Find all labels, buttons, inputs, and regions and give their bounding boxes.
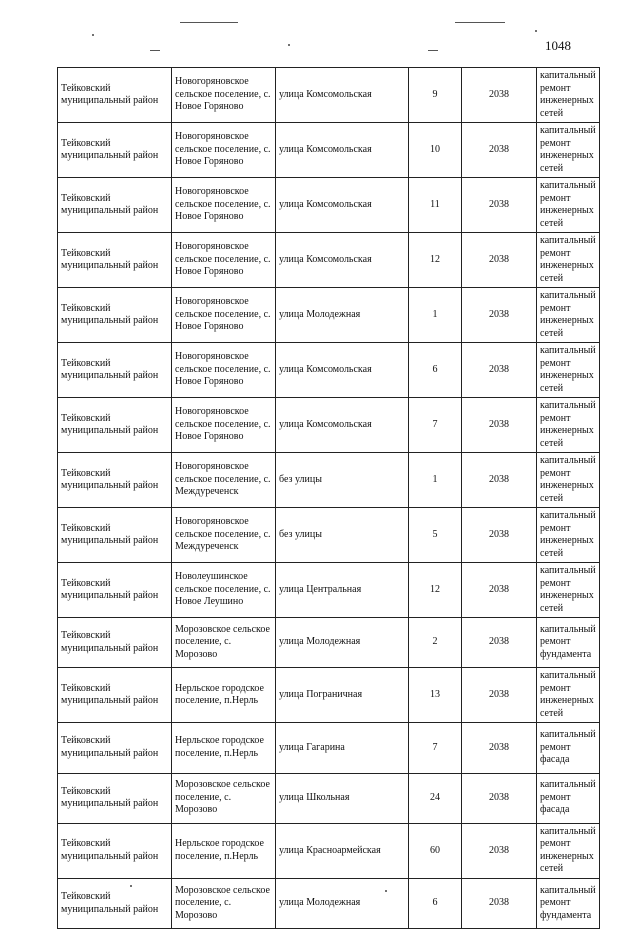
- table-body: [58, 68, 600, 929]
- table-row: [58, 123, 600, 178]
- table-row: [58, 233, 600, 288]
- year-cell: 2038: [462, 178, 537, 233]
- house-number-cell: 5: [409, 508, 462, 563]
- work-type-cell: капитальный ремонт инженерных сетей: [537, 123, 600, 178]
- table-row: [58, 773, 600, 823]
- street-cell: улица Пограничная: [276, 668, 409, 723]
- scan-artifact-dot: [288, 44, 290, 46]
- scan-artifact-line: [428, 50, 438, 51]
- housing-repair-table: [57, 67, 600, 929]
- year-cell: 2038: [462, 288, 537, 343]
- page-number: 1048: [545, 38, 571, 53]
- work-type-cell: капитальный ремонт фасада: [537, 773, 600, 823]
- district-cell: Тейковский муниципальный район: [58, 823, 172, 878]
- house-number-cell: 12: [409, 233, 462, 288]
- work-type-cell: капитальный ремонт фундамента: [537, 878, 600, 928]
- year-cell: 2038: [462, 398, 537, 453]
- table-row: [58, 68, 600, 123]
- district-cell: Тейковский муниципальный район: [58, 508, 172, 563]
- work-type-cell: капитальный ремонт инженерных сетей: [537, 68, 600, 123]
- street-cell: без улицы: [276, 453, 409, 508]
- work-type-cell: капитальный ремонт инженерных сетей: [537, 178, 600, 233]
- district-cell: Тейковский муниципальный район: [58, 453, 172, 508]
- work-type-cell: капитальный ремонт инженерных сетей: [537, 288, 600, 343]
- settlement-cell: Новогоряновское сельское поселение, с. Междуреченск: [172, 453, 276, 508]
- house-number-cell: 24: [409, 773, 462, 823]
- settlement-cell: Новогоряновское сельское поселение, с. Новое Горяново: [172, 398, 276, 453]
- district-cell: Тейковский муниципальный район: [58, 878, 172, 928]
- street-cell: улица Гагарина: [276, 723, 409, 773]
- street-cell: улица Комсомольская: [276, 178, 409, 233]
- work-type-cell: капитальный ремонт фундамента: [537, 618, 600, 668]
- street-cell: улица Комсомольская: [276, 343, 409, 398]
- year-cell: 2038: [462, 773, 537, 823]
- district-cell: Тейковский муниципальный район: [58, 668, 172, 723]
- scan-artifact-line: [455, 22, 505, 23]
- house-number-cell: 7: [409, 723, 462, 773]
- house-number-cell: 1: [409, 288, 462, 343]
- settlement-cell: Новогоряновское сельское поселение, с. Новое Горяново: [172, 123, 276, 178]
- district-cell: Тейковский муниципальный район: [58, 398, 172, 453]
- district-cell: Тейковский муниципальный район: [58, 723, 172, 773]
- year-cell: 2038: [462, 618, 537, 668]
- year-cell: 2038: [462, 508, 537, 563]
- district-cell: Тейковский муниципальный район: [58, 288, 172, 343]
- settlement-cell: Нерльское городское поселение, п.Нерль: [172, 823, 276, 878]
- year-cell: 2038: [462, 823, 537, 878]
- work-type-cell: капитальный ремонт инженерных сетей: [537, 563, 600, 618]
- street-cell: улица Комсомольская: [276, 233, 409, 288]
- table-row: [58, 723, 600, 773]
- work-type-cell: капитальный ремонт инженерных сетей: [537, 233, 600, 288]
- district-cell: Тейковский муниципальный район: [58, 68, 172, 123]
- district-cell: Тейковский муниципальный район: [58, 123, 172, 178]
- house-number-cell: 6: [409, 878, 462, 928]
- settlement-cell: Нерльское городское поселение, п.Нерль: [172, 723, 276, 773]
- house-number-cell: 1: [409, 453, 462, 508]
- scan-artifact-line: [150, 50, 160, 51]
- district-cell: Тейковский муниципальный район: [58, 343, 172, 398]
- district-cell: Тейковский муниципальный район: [58, 563, 172, 618]
- work-type-cell: капитальный ремонт инженерных сетей: [537, 823, 600, 878]
- year-cell: 2038: [462, 878, 537, 928]
- house-number-cell: 10: [409, 123, 462, 178]
- settlement-cell: Морозовское сельское поселение, с. Морозово: [172, 773, 276, 823]
- year-cell: 2038: [462, 723, 537, 773]
- table-row: [58, 453, 600, 508]
- table-row: [58, 178, 600, 233]
- district-cell: Тейковский муниципальный район: [58, 773, 172, 823]
- street-cell: улица Комсомольская: [276, 68, 409, 123]
- street-cell: улица Центральная: [276, 563, 409, 618]
- table-row: [58, 288, 600, 343]
- year-cell: 2038: [462, 68, 537, 123]
- year-cell: 2038: [462, 668, 537, 723]
- district-cell: Тейковский муниципальный район: [58, 618, 172, 668]
- table-row: [58, 878, 600, 928]
- settlement-cell: Новогоряновское сельское поселение, с. Новое Горяново: [172, 233, 276, 288]
- table-row: [58, 343, 600, 398]
- house-number-cell: 60: [409, 823, 462, 878]
- house-number-cell: 6: [409, 343, 462, 398]
- settlement-cell: Новогоряновское сельское поселение, с. Новое Горяново: [172, 343, 276, 398]
- street-cell: улица Молодежная: [276, 288, 409, 343]
- settlement-cell: Новогоряновское сельское поселение, с. Новое Горяново: [172, 178, 276, 233]
- year-cell: 2038: [462, 123, 537, 178]
- settlement-cell: Нерльское городское поселение, п.Нерль: [172, 668, 276, 723]
- table-row: [58, 508, 600, 563]
- house-number-cell: 7: [409, 398, 462, 453]
- street-cell: без улицы: [276, 508, 409, 563]
- street-cell: улица Комсомольская: [276, 398, 409, 453]
- house-number-cell: 9: [409, 68, 462, 123]
- house-number-cell: 2: [409, 618, 462, 668]
- work-type-cell: капитальный ремонт инженерных сетей: [537, 668, 600, 723]
- street-cell: улица Школьная: [276, 773, 409, 823]
- table-row: [58, 563, 600, 618]
- year-cell: 2038: [462, 453, 537, 508]
- district-cell: Тейковский муниципальный район: [58, 233, 172, 288]
- table-row: [58, 398, 600, 453]
- settlement-cell: Новогоряновское сельское поселение, с. Новое Горяново: [172, 288, 276, 343]
- table-row: [58, 823, 600, 878]
- table-row: [58, 668, 600, 723]
- scan-artifact-dot: [92, 34, 94, 36]
- settlement-cell: Новолеушинское сельское поселение, с. Новое Леушино: [172, 563, 276, 618]
- work-type-cell: капитальный ремонт инженерных сетей: [537, 453, 600, 508]
- house-number-cell: 12: [409, 563, 462, 618]
- house-number-cell: 11: [409, 178, 462, 233]
- street-cell: улица Комсомольская: [276, 123, 409, 178]
- year-cell: 2038: [462, 343, 537, 398]
- settlement-cell: Новогоряновское сельское поселение, с. Междуреченск: [172, 508, 276, 563]
- work-type-cell: капитальный ремонт инженерных сетей: [537, 343, 600, 398]
- street-cell: улица Молодежная: [276, 878, 409, 928]
- street-cell: улица Красноармейская: [276, 823, 409, 878]
- settlement-cell: Морозовское сельское поселение, с. Морозово: [172, 618, 276, 668]
- settlement-cell: Морозовское сельское поселение, с. Морозово: [172, 878, 276, 928]
- street-cell: улица Молодежная: [276, 618, 409, 668]
- district-cell: Тейковский муниципальный район: [58, 178, 172, 233]
- work-type-cell: капитальный ремонт инженерных сетей: [537, 398, 600, 453]
- work-type-cell: капитальный ремонт фасада: [537, 723, 600, 773]
- house-number-cell: 13: [409, 668, 462, 723]
- scan-artifact-dot: [535, 30, 537, 32]
- year-cell: 2038: [462, 563, 537, 618]
- year-cell: 2038: [462, 233, 537, 288]
- settlement-cell: Новогоряновское сельское поселение, с. Новое Горяново: [172, 68, 276, 123]
- table-row: [58, 618, 600, 668]
- scan-artifact-line: [180, 22, 238, 23]
- work-type-cell: капитальный ремонт инженерных сетей: [537, 508, 600, 563]
